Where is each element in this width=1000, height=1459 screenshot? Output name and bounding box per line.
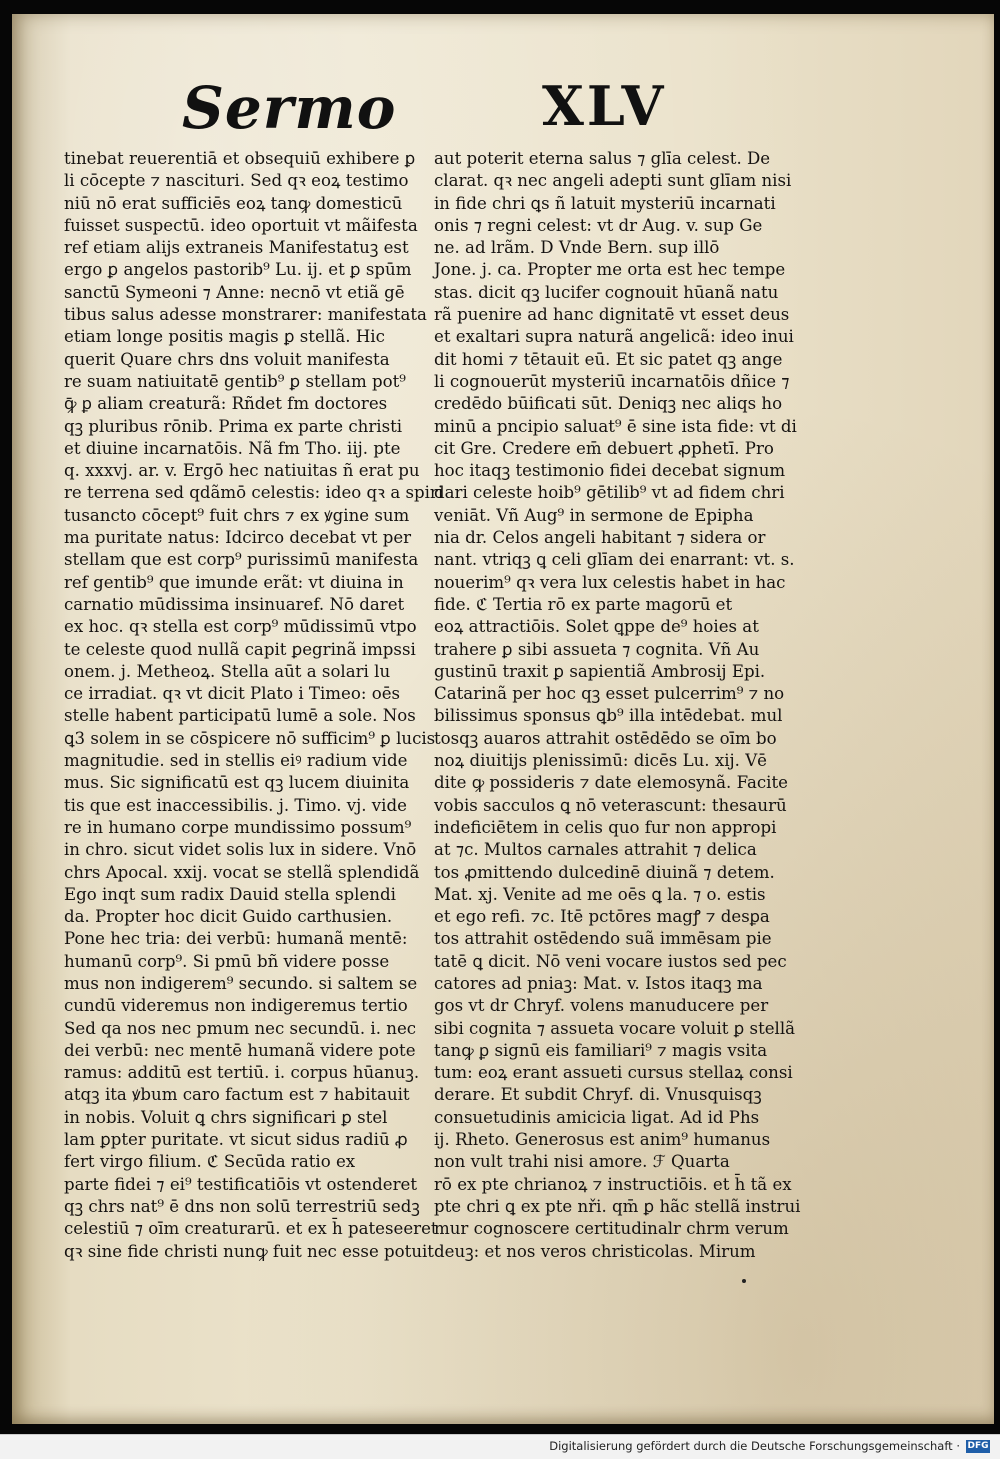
text-line: et exaltari supra naturã angelicã: ideo inui	[434, 327, 794, 347]
text-line: re terrena sed qdãmō celestis: ideo qꝛ a spiri	[64, 483, 444, 503]
text-line: qꝫ pluribus rōnib. Prima ex parte christi	[64, 416, 403, 436]
text-line: rã puenire ad hanc dignitatē vt esset deus	[434, 305, 790, 325]
text-line: deuꝫ: et nos veros christicolas. Mirum	[434, 1241, 756, 1261]
text-line: tos attrahit ostēdendo suã immēsam pie	[434, 929, 772, 949]
text-line: re suam natiuitatē gentib⁹ ꝑ stellam pot⁹	[64, 371, 406, 391]
text-line: da. Propter hoc dicit Guido carthusien.	[64, 907, 393, 927]
folio-number: XLV	[542, 74, 667, 138]
text-line: Ego inqt sum radix Dauid stella splendi	[64, 884, 396, 904]
text-line: ramus: additū est tertiū. i. corpus hūanuꝫ.	[64, 1063, 420, 1083]
text-line: dari celeste hoib⁹ gētilib⁹ vt ad fidem chri	[434, 483, 785, 503]
text-line: aut poterit eterna salus ⁊ glīa celest. De	[434, 149, 771, 168]
text-line: ref gentib⁹ que imunde erãt: vt diuina in	[64, 572, 404, 592]
text-line: ij. Rheto. Generosus est anim⁹ humanus	[434, 1130, 771, 1150]
text-line: mur cognoscere certitudinalr chrm verum	[434, 1219, 789, 1239]
text-line: veniāt. Vñ Aug⁹ in sermone de Epipha	[434, 505, 754, 525]
running-title: Sermo	[182, 74, 397, 142]
text-line: Pone hec tria: dei verbū: humanã mentē:	[64, 929, 408, 949]
text-line: nant. vtriqꝫ ꝗ celi glīam dei enarrant: vt. s.	[434, 550, 795, 570]
right-text-column	[434, 148, 801, 1261]
text-line: Catarinã per hoc qꝫ esset pulcerrim⁹ ⁊ no	[434, 684, 785, 704]
left-text-column	[64, 148, 444, 1261]
text-line: atqꝫ ita ꝟbum caro factum est ⁊ habitauit	[64, 1085, 410, 1105]
text-line: gos vt dr Chryf. volens manuducere per	[434, 996, 769, 1016]
footer-bar	[0, 1434, 1000, 1459]
text-line: clarat. qꝛ nec angeli adepti sunt glīam nisi	[434, 171, 792, 191]
text-line: bilissimus sponsus ꝗb⁹ illa intēdebat. mul	[434, 706, 783, 726]
text-line: magnitudie. sed in stellis eiꝰ radium vide	[64, 751, 408, 771]
text-line: non vult trahi nisi amore. ℱ Quarta	[434, 1152, 730, 1172]
text-line: indeficiētem in celis quo fur non appropi	[434, 817, 777, 837]
text-line: et ego refi. ⁊c. Itē pctōres magꝭ ⁊ desꝑa	[434, 907, 770, 927]
text-line: ce irradiat. qꝛ vt dicit Plato i Timeo: oēs	[64, 684, 401, 704]
text-line: ꝙ̄ ꝑ aliam creaturã: Rñdet fm doctores	[64, 394, 388, 414]
text-line: ex hoc. qꝛ stella est corp⁹ mūdissimū vtpo	[64, 617, 417, 637]
text-line: chrs Apocal. xxij. vocat se stellã splendidã	[64, 862, 420, 882]
text-line: sibi cognita ⁊ assueta vocare voluit ꝑ stellã	[434, 1018, 796, 1038]
text-line: ne. ad lrãm. D Vnde Bern. sup illō	[434, 238, 720, 258]
text-line: at ⁊c. Multos carnales attrahit ⁊ delica	[434, 840, 757, 860]
text-line: parte fidei ⁊ ei⁹ testificatiōis vt ostenderet	[64, 1174, 418, 1194]
text-line: Sed qa nos nec pmum nec secundū. i. nec	[64, 1018, 417, 1038]
text-line: minū a pncipio saluat⁹ ē sine ista fide: vt di	[434, 416, 797, 436]
text-line: fuisset suspectū. ideo oportuit vt mãifesta	[64, 215, 418, 235]
text-line: ergo ꝑ angelos pastorib⁹ Lu. ij. et ꝑ spūm	[64, 260, 412, 280]
text-line: et diuine incarnatōis. Nã fm Tho. iij. pte	[64, 438, 401, 458]
text-line: credēdo būificati sūt. Deniqꝫ nec aliqs ho	[434, 394, 783, 414]
text-line: tusancto cōcept⁹ fuit chrs ⁊ ex ꝟgine sum	[64, 505, 410, 525]
text-line: stelle habent participatū lumē a sole. Nos	[64, 706, 416, 726]
text-line: fide. ℭ Tertia rō ex parte magorū et	[434, 594, 733, 614]
text-line: sanctū Symeoni ⁊ Anne: necnō vt etiã gē	[64, 282, 405, 302]
text-line: tum: eoꝝ erant assueti cursus stellaꝝ consi	[434, 1063, 793, 1083]
text-line: Jone. j. ca. Propter me orta est hec tempe	[434, 260, 786, 280]
text-line: nia dr. Celos angeli habitant ⁊ sidera or	[434, 528, 766, 548]
text-line: niū nō erat sufficiēs eoꝝ tanꝙ domesticū	[64, 193, 403, 213]
dfg-logo: DFG	[967, 1441, 989, 1451]
text-line: trahere ꝑ sibi assueta ⁊ cognita. Vñ Au	[434, 639, 760, 659]
text-line: tanꝙ ꝑ signū eis familiari⁹ ⁊ magis vsita	[434, 1040, 768, 1060]
text-line: in fide chri ꝗs ñ latuit mysteriū incarnati	[434, 193, 776, 213]
text-line: onis ⁊ regni celest: vt dr Aug. v. sup Ge	[434, 215, 763, 235]
text-line: re in humano corpe mundissimo possum⁹	[64, 817, 412, 837]
funding-credit: Digitalisierung gefördert durch die Deutsche Forschungsgemeinschaft ·	[549, 1439, 960, 1453]
text-line: in chro. sicut videt solis lux in sidere. Vnō	[64, 840, 417, 860]
text-line: qꝛ sine fide christi nunꝙ fuit nec esse potuit	[64, 1241, 434, 1261]
text-line: in nobis. Voluit ꝗ chrs significari ꝑ stel	[64, 1107, 388, 1127]
text-line: tinebat reuerentiā et obsequiū exhibere ꝑ	[64, 149, 416, 168]
text-line: tis que est inaccessibilis. j. Timo. vj. vide	[64, 795, 407, 815]
text-line: humanū corp⁹. Si pmū bñ videre posse	[64, 951, 390, 971]
text-line: tibus salus adesse monstrarer: manifestata	[64, 305, 427, 325]
text-line: carnatio mūdissima insinuaref. Nō daret	[64, 594, 405, 614]
text-line: li cōcepte ⁊ nascituri. Sed qꝛ eoꝝ testimo	[64, 171, 409, 191]
text-line: noꝝ diuitijs plenissimū: dicēs Lu. xij. Vē	[434, 751, 767, 771]
text-line: dit homi ⁊ tētauit eū. Et sic patet qꝫ ange	[434, 349, 783, 369]
text-line: nouerim⁹ qꝛ vera lux celestis habet in hac	[434, 572, 786, 592]
book-page	[12, 14, 994, 1424]
text-line: cit Gre. Credere em̄ debuert ꝓphetī. Pro	[434, 438, 774, 458]
text-line: tatē ꝗ dicit. Nō veni vocare iustos sed pec	[434, 951, 787, 971]
text-line: ma puritate natus: Idcirco decebat vt per	[64, 528, 412, 548]
text-line: tosqꝫ auaros attrahit ostēdēdo se oīm bo	[434, 728, 777, 748]
text-line: hoc itaqꝫ testimonio fidei decebat signum	[434, 461, 786, 481]
text-line: eoꝝ attractiōis. Solet ꝗppe de⁹ hoies at	[434, 617, 759, 637]
text-line: querit Quare chrs dns voluit manifesta	[64, 349, 390, 369]
text-line: Mat. xj. Venite ad me oēs ꝗ la. ⁊ o. estis	[434, 884, 766, 904]
text-line: rō ex pte chrianoꝝ ⁊ instructiōis. et h̄ tã ex	[434, 1174, 792, 1194]
text-line: vobis sacculos ꝗ nō veterascunt: thesaurū	[434, 795, 787, 815]
text-line: mus non indigerem⁹ secundo. si saltem se	[64, 973, 418, 993]
text-line: stellam que est corp⁹ purissimū manifesta	[64, 550, 419, 570]
text-line: etiam longe positis magis ꝑ stellã. Hic	[64, 327, 385, 347]
text-line: fert virgo filium. ℭ Secūda ratio ex	[64, 1152, 356, 1172]
text-line: lam ꝑpter puritate. vt sicut sidus radiū ꝓ	[64, 1130, 408, 1150]
text-line: stas. dicit qꝫ lucifer cognouit hūanã natu	[434, 282, 779, 302]
text-line: ref etiam alijs extraneis Manifestatuꝫ est	[64, 238, 409, 258]
text-line: li cognouerūt mysteriū incarnatōis dñice ⁊	[434, 371, 790, 391]
text-line: te celeste quod nullã capit ꝑegrinã impssi	[64, 639, 416, 659]
ink-speck	[742, 1279, 746, 1283]
text-line: cundū videremus non indigeremus tertio	[64, 996, 408, 1016]
text-line: ꝗ3 solem in se cōspicere nō sufficim⁹ ꝑ lucis	[64, 728, 436, 748]
text-line: qꝫ chrs nat⁹ ē dns non solū terrestriū sedꝫ	[64, 1196, 420, 1216]
text-line: derare. Et subdit Chryf. di. Vnusquisqꝫ	[434, 1085, 762, 1105]
text-line: consuetudinis amicicia ligat. Ad id Phs	[434, 1107, 760, 1127]
text-line: dei verbū: nec mentē humanã videre pote	[64, 1040, 416, 1060]
text-line: dite ꝙ possideris ⁊ date elemosynã. Facite	[434, 773, 788, 793]
text-line: q. xxxvj. ar. v. Ergō hec natiuitas ñ erat pu	[64, 461, 420, 481]
text-line: catores ad pniaꝫ: Mat. v. Istos itaqꝫ ma	[434, 973, 763, 993]
text-line: mus. Sic significatū est qꝫ lucem diuinita	[64, 773, 410, 793]
text-line: pte chri ꝗ ex pte nři. qm̄ ꝑ hãc stellã instrui	[434, 1196, 801, 1216]
text-line: celestiū ⁊ oīm creaturarū. et ex h̄ pateseeret	[64, 1219, 438, 1239]
text-line: tos ꝓmittendo dulcedinē diuinã ⁊ detem.	[434, 862, 775, 882]
text-line: onem. j. Metheoꝝ. Stella aūt a solari lu	[64, 661, 391, 681]
text-line: gustinū traxit ꝑ sapientiã Ambrosij Epi.	[434, 661, 766, 681]
